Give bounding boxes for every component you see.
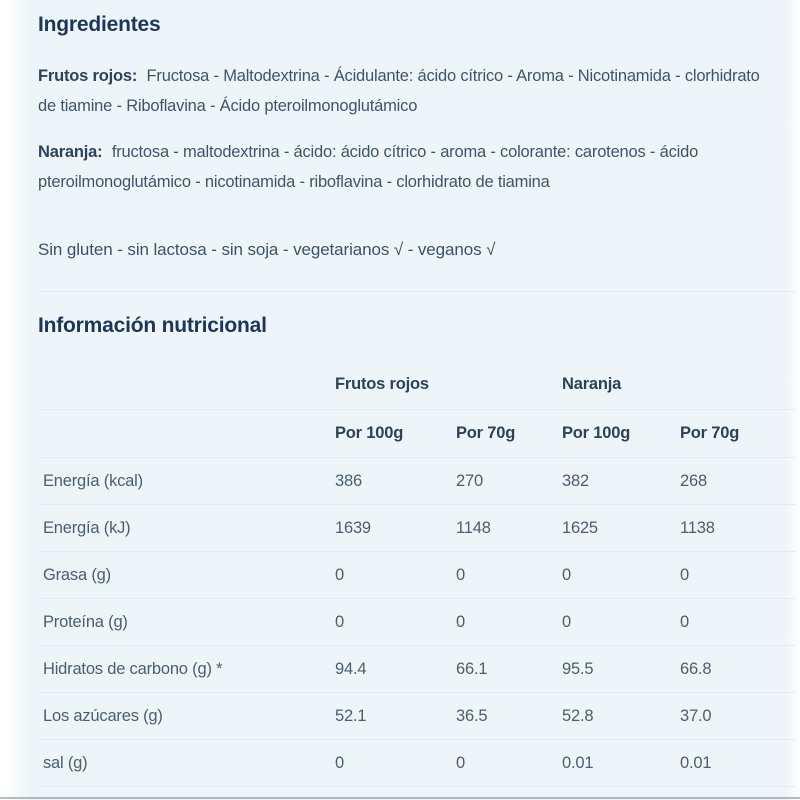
- section-boundary-line: [0, 797, 800, 799]
- row-value: 386: [335, 471, 362, 490]
- row-label: Grasa (g): [43, 565, 111, 584]
- row-label: Energía (kJ): [43, 518, 131, 537]
- row-value: 0: [456, 753, 465, 772]
- ingredient-list-text: Fructosa - Maltodextrina - Ácidulante: ácido cítrico - Aroma - Nicotinamida - clorhidrato de tiamine - Riboflavina - Ácido pteroilmonoglutámico: [38, 67, 760, 115]
- row-value: 0: [562, 612, 571, 631]
- row-value: 0: [335, 565, 344, 584]
- column-header-por-100g: Por 100g: [335, 424, 404, 442]
- table-group-header-row: [38, 360, 795, 410]
- row-value: 382: [562, 471, 589, 490]
- column-header-por-70g: Por 70g: [680, 424, 740, 442]
- table-row: [38, 599, 795, 646]
- row-value: 0: [335, 753, 344, 772]
- row-label: Energía (kcal): [43, 471, 143, 490]
- row-value: 52.1: [335, 706, 367, 725]
- nutrition-section: [38, 314, 795, 787]
- group-header-frutos-rojos: Frutos rojos: [335, 375, 429, 393]
- column-header-por-70g: Por 70g: [456, 424, 516, 442]
- table-row: [38, 552, 795, 599]
- table-row: [38, 505, 795, 552]
- nutrition-table: [38, 360, 795, 787]
- column-header-por-100g: Por 100g: [562, 424, 631, 442]
- row-value: 66.8: [680, 659, 712, 678]
- row-label: Hidratos de carbono (g) *: [43, 659, 223, 678]
- diet-note: Sin gluten - sin lactosa - sin soja - vegetarianos √ - veganos √: [38, 240, 496, 259]
- row-value: 0: [562, 565, 571, 584]
- group-header-naranja: Naranja: [562, 375, 622, 393]
- row-value: 95.5: [562, 659, 594, 678]
- row-label: Proteína (g): [43, 612, 128, 631]
- table-row: [38, 646, 795, 693]
- ingredient-line-frutos-rojos: [38, 61, 778, 121]
- row-label: Los azúcares (g): [43, 706, 163, 725]
- row-value: 1148: [456, 518, 491, 537]
- row-value: 66.1: [456, 659, 488, 678]
- ingredient-flavor-label: Naranja:: [38, 143, 103, 161]
- table-row: [38, 740, 795, 787]
- nutrition-title: Información nutricional: [38, 314, 267, 337]
- ingredient-list-text: fructosa - maltodextrina - ácido: ácido cítrico - aroma - colorante: carotenos - ácido pteroilmonoglutámico - nicotinamida - riboflavina - clorhidrato de tiamina: [38, 143, 699, 191]
- ingredients-title: Ingredientes: [38, 13, 161, 36]
- row-value: 0: [680, 612, 689, 631]
- row-value: 268: [680, 471, 707, 490]
- table-row: [38, 693, 795, 740]
- row-value: 1625: [562, 518, 598, 537]
- row-value: 0.01: [680, 753, 712, 772]
- row-value: 0: [456, 612, 465, 631]
- row-value: 94.4: [335, 659, 367, 678]
- ingredient-flavor-label: Frutos rojos:: [38, 67, 138, 85]
- ingredient-line-naranja: [38, 137, 778, 197]
- table-column-header-row: [38, 410, 795, 458]
- row-value: 0: [335, 612, 344, 631]
- table-row: [38, 458, 795, 505]
- row-value: 36.5: [456, 706, 488, 725]
- section-divider: [38, 291, 795, 292]
- row-label: sal (g): [43, 753, 88, 772]
- row-value: 0: [456, 565, 465, 584]
- row-value: 1639: [335, 518, 371, 537]
- row-value: 1138: [680, 518, 715, 537]
- row-value: 52.8: [562, 706, 594, 725]
- row-value: 37.0: [680, 706, 712, 725]
- row-value: 0: [680, 565, 689, 584]
- row-value: 270: [456, 471, 483, 490]
- ingredients-section: [38, 13, 795, 260]
- row-value: 0.01: [562, 753, 594, 772]
